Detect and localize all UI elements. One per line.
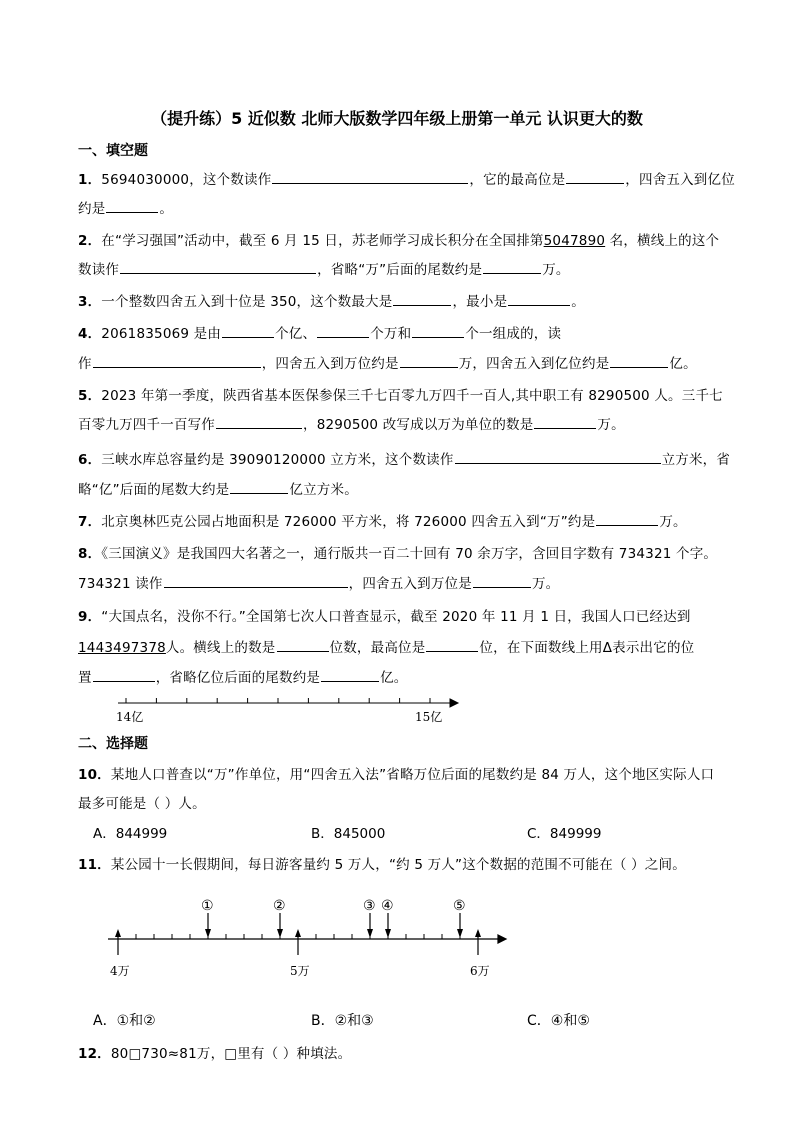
- question-text: 三峡水库总容量约是 39090120000 立方米，这个数读作: [101, 452, 454, 468]
- question-text: 亿。: [669, 356, 697, 372]
- question-8-line-1: [78, 542, 717, 562]
- answer-blank[interactable]: [93, 353, 261, 368]
- answer-blank[interactable]: [483, 259, 541, 274]
- option-c[interactable]: C．④和⑤: [527, 1013, 590, 1029]
- question-text: 。: [571, 294, 585, 310]
- question-5-line-1: [78, 384, 723, 404]
- answer-blank[interactable]: [596, 511, 658, 526]
- answer-blank[interactable]: [216, 414, 302, 429]
- arrow-head: [457, 929, 463, 938]
- question-text: 在“学习强国”活动中，截至 6 月 15 日，苏老师学习成长积分在全国排第: [101, 233, 544, 249]
- question-text: 名，横线上的这个: [609, 233, 720, 249]
- question-text: 最多可能是（ ）人。: [78, 796, 206, 812]
- question-text: 5694030000，这个数读作: [101, 172, 272, 188]
- circled-marker: ②: [273, 898, 286, 914]
- question-text: 置: [78, 670, 92, 686]
- number-line-14-15[interactable]: [110, 690, 470, 726]
- answer-blank[interactable]: [393, 291, 451, 306]
- answer-blank[interactable]: [426, 637, 478, 652]
- question-text: 2061835069 是由: [101, 326, 222, 342]
- question-text: 万。: [659, 514, 687, 530]
- question-1-line-2: [78, 197, 173, 217]
- question-9-line-3: [78, 666, 408, 686]
- numberline-label: 5万: [290, 964, 310, 978]
- question-text: ，最小是: [452, 294, 508, 310]
- answer-blank[interactable]: [222, 323, 274, 338]
- question-12: [78, 1042, 351, 1062]
- question-text: 北京奥林匹克公园占地面积是 726000 平方米，将 726000 四舍五入到“万”约是: [101, 514, 596, 530]
- question-4-line-1: [78, 322, 561, 342]
- answer-blank[interactable]: [610, 353, 668, 368]
- question-5-line-2: [78, 413, 625, 433]
- section-multiple-choice: 二、选择题: [78, 736, 148, 752]
- question-text: ，省略“万”后面的尾数约是: [317, 262, 483, 278]
- answer-blank[interactable]: [455, 449, 661, 464]
- question-text: 某公园十一长假期间，每日游客量约 5 万人，“约 5 万人”这个数据的范围不可能在（ ）之间。: [110, 857, 686, 873]
- arrow-head: [295, 929, 301, 937]
- option-b[interactable]: B．845000: [311, 826, 386, 842]
- question-10-line-1: [78, 763, 714, 783]
- question-text: 作: [78, 356, 92, 372]
- answer-blank[interactable]: [106, 198, 158, 213]
- answer-blank[interactable]: [164, 573, 348, 588]
- numberline-label: 15亿: [415, 710, 443, 724]
- question-text: 万。: [531, 576, 560, 592]
- numberline-label: 14亿: [116, 710, 144, 724]
- question-number: 11．: [78, 857, 111, 873]
- answer-blank[interactable]: [272, 169, 468, 184]
- question-text: 人。横线上的数是: [165, 640, 276, 656]
- answer-blank[interactable]: [412, 323, 464, 338]
- question-text: 80□730≈81万，□里有（ ）种填法。: [110, 1046, 352, 1062]
- question-text: ，省略亿位后面的尾数约是: [155, 670, 321, 686]
- question-4-line-2: [78, 352, 697, 372]
- answer-blank[interactable]: [120, 259, 316, 274]
- question-text: 个一组成的，读: [465, 326, 562, 342]
- question-number: 1．: [78, 172, 102, 188]
- question-2-line-1: [78, 229, 719, 249]
- question-text: 2023 年第一季度，陕西省基本医保参保三千七百零九万四千一百人,其中职工有 8290500 人。三千七: [101, 388, 723, 404]
- answer-blank[interactable]: [566, 169, 624, 184]
- question-number: 2．: [78, 233, 102, 249]
- section-fill-blank: 一、填空题: [78, 143, 148, 159]
- question-text: 万。: [597, 417, 625, 433]
- question-number: 9．: [78, 609, 102, 625]
- underlined-number: 5047890: [543, 233, 606, 249]
- answer-blank[interactable]: [400, 353, 458, 368]
- answer-blank[interactable]: [321, 667, 379, 682]
- underlined-number: 1443497378: [78, 640, 166, 656]
- question-text: “大国点名，没你不行。”全国第七次人口普查显示，截至 2020 年 11 月 1 日，我国人口已经达到: [101, 609, 691, 625]
- circled-marker: ④: [381, 898, 394, 914]
- question-text: 位数，最高位是: [329, 640, 426, 656]
- circled-marker: ①: [201, 898, 214, 914]
- question-text: ，四舍五入到亿位: [625, 172, 735, 188]
- question-number: 6．: [78, 452, 102, 468]
- question-1-line-1: [78, 168, 735, 188]
- question-3: [78, 290, 585, 310]
- question-number: 3．: [78, 294, 102, 310]
- answer-blank[interactable]: [508, 291, 570, 306]
- question-text: 个亿、: [275, 326, 317, 342]
- arrow-head: [475, 929, 481, 937]
- question-6-line-2: [78, 478, 358, 498]
- question-8-line-2: [78, 572, 559, 592]
- question-number: 10．: [78, 767, 111, 783]
- option-a[interactable]: A．844999: [93, 826, 168, 842]
- question-text: 亿立方米。: [289, 482, 358, 498]
- question-9-line-1: [78, 605, 691, 625]
- question-text: 约是: [78, 201, 106, 217]
- question-text: 734321 读作: [78, 576, 163, 592]
- question-text: 数读作: [78, 262, 120, 278]
- question-text: ，四舍五入到万位约是: [261, 356, 399, 372]
- number-line-4-6-wan[interactable]: [100, 893, 520, 983]
- question-2-line-2: [78, 258, 570, 278]
- question-number: 8．: [78, 546, 102, 562]
- question-11: [78, 853, 686, 873]
- answer-blank[interactable]: [534, 414, 596, 429]
- circled-marker: ⑤: [453, 898, 466, 914]
- question-number: 4．: [78, 326, 102, 342]
- arrow-head: [367, 929, 373, 938]
- question-text: 立方米，省: [661, 452, 731, 468]
- question-7: [78, 510, 687, 530]
- question-text: 亿。: [380, 670, 408, 686]
- question-6-line-1: [78, 448, 730, 468]
- question-text: 。: [159, 201, 174, 217]
- arrow-head: [277, 929, 283, 938]
- answer-blank[interactable]: [277, 637, 329, 652]
- circled-marker: ③: [363, 898, 376, 914]
- page-title: （提升练）5 近似数 北师大版数学四年级上册第一单元 认识更大的数: [151, 109, 643, 128]
- answer-blank[interactable]: [473, 573, 531, 588]
- question-text: 百零九万四千一百写作: [78, 417, 215, 433]
- question-text: ，8290500 改写成以万为单位的数是: [303, 417, 534, 433]
- question-text: 略“亿”后面的尾数大约是: [78, 482, 230, 498]
- question-text: 个万和: [370, 326, 412, 342]
- question-text: ，它的最高位是: [469, 172, 566, 188]
- question-number: 12．: [78, 1046, 111, 1062]
- option-c[interactable]: C．849999: [527, 826, 602, 842]
- question-text: 一个整数四舍五入到十位是 350，这个数最大是: [101, 294, 393, 310]
- question-text: ，四舍五入到万位是: [348, 576, 472, 592]
- answer-blank[interactable]: [317, 323, 369, 338]
- option-b[interactable]: B．②和③: [311, 1013, 374, 1029]
- question-text: 位，在下面数线上用Δ表示出它的位: [479, 640, 695, 656]
- question-text: 某地人口普查以“万”作单位，用“四舍五入法”省略万位后面的尾数约是 84 万人，这个地区实际人口: [110, 767, 715, 783]
- question-text: 万。: [542, 262, 570, 278]
- arrow-head: [205, 929, 211, 938]
- arrow-head: [385, 929, 391, 938]
- arrow-head: [115, 929, 121, 937]
- question-number: 7．: [78, 514, 102, 530]
- answer-blank[interactable]: [93, 667, 155, 682]
- answer-blank[interactable]: [230, 479, 288, 494]
- numberline-label: 6万: [470, 964, 490, 978]
- question-10-line-2: [78, 792, 206, 812]
- question-text: 万，四舍五入到亿位约是: [458, 356, 610, 372]
- question-9-line-2: [78, 636, 694, 656]
- numberline-label: 4万: [110, 964, 130, 978]
- question-number: 5．: [78, 388, 102, 404]
- question-text: 《三国演义》是我国四大名著之一，通行版共一百二十回有 70 余万字，含回目字数有 734321 个字。: [101, 546, 718, 562]
- option-a[interactable]: A．①和②: [93, 1013, 156, 1029]
